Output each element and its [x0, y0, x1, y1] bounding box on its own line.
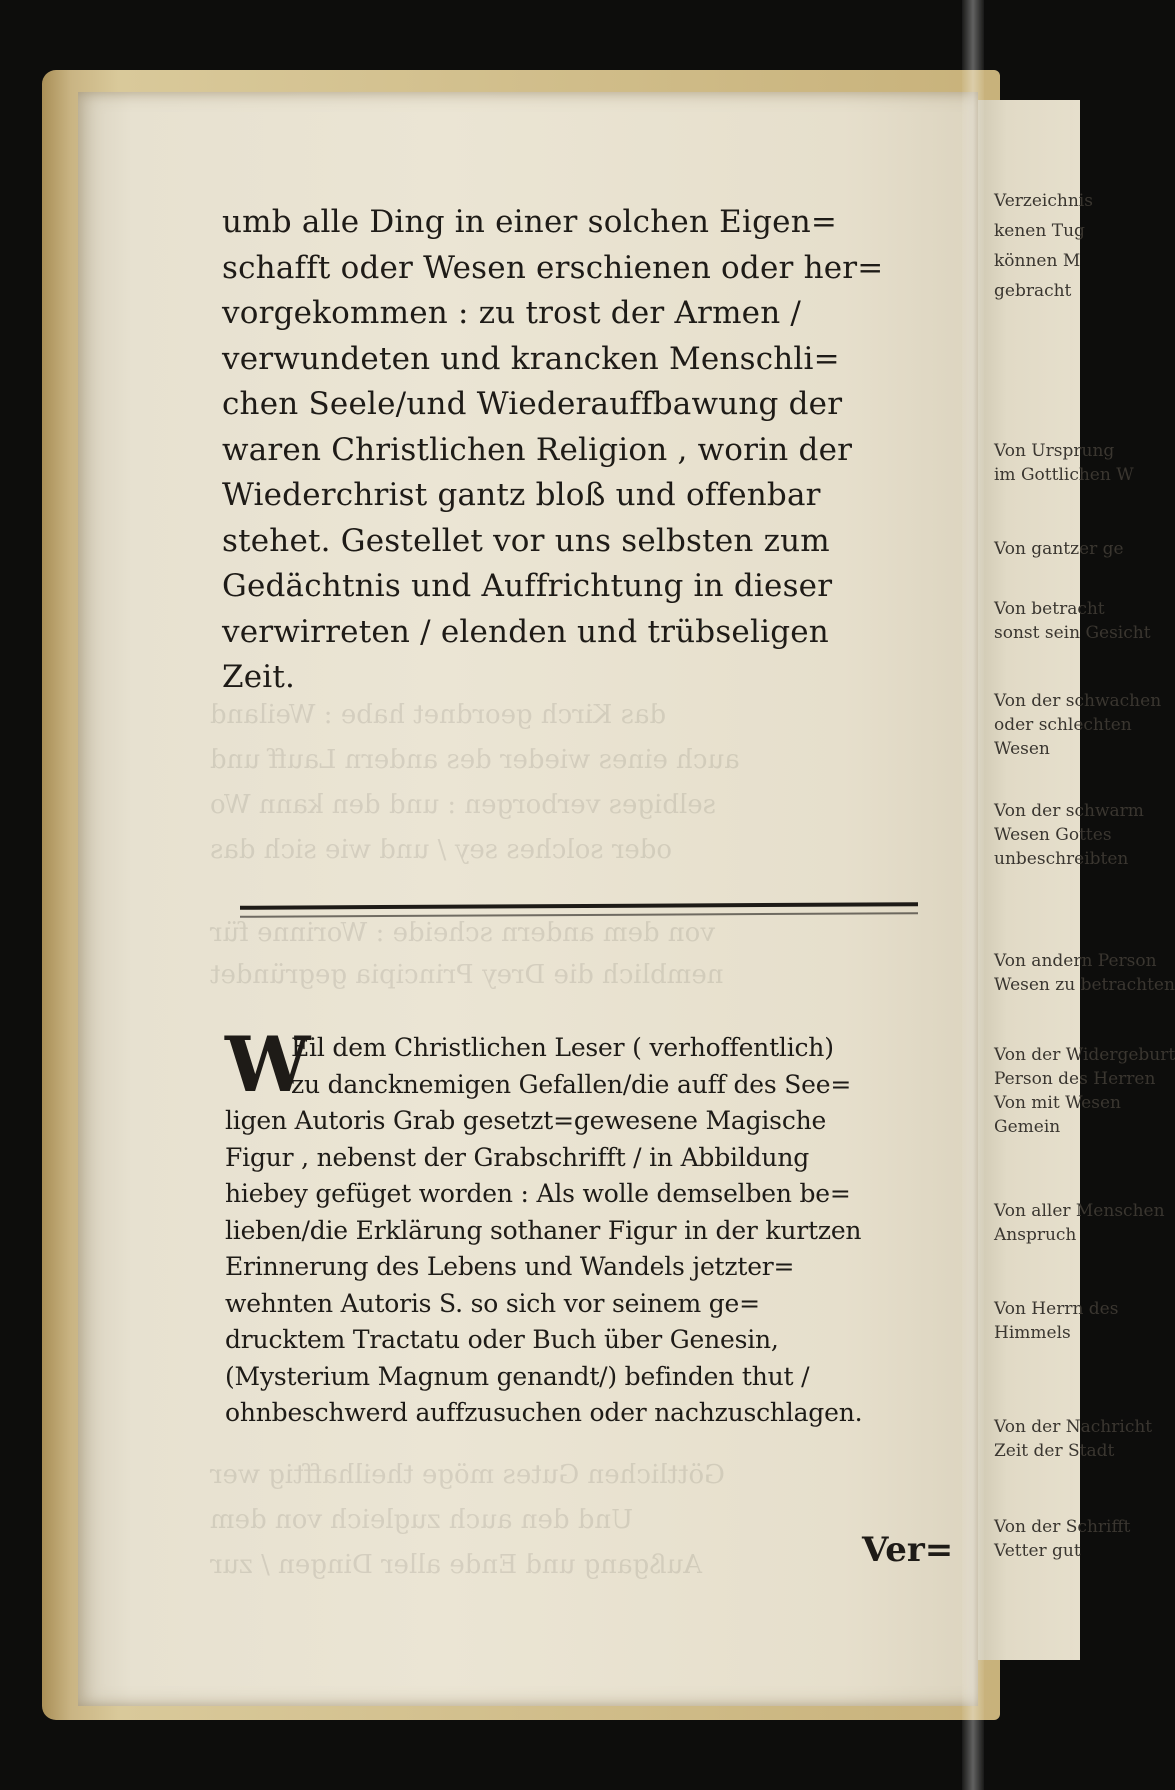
text-line: Figur , nebenst der Grabschrifft / in Abbildung — [225, 1142, 810, 1172]
text-line: Gedächtnis und Auffrichtung in dieser — [222, 568, 833, 604]
bleed-through-line: Außgang und Ende aller Dingen / zur — [210, 1550, 703, 1580]
text-line: ligen Autoris Grab gesetzt=gewesene Magische — [225, 1106, 827, 1135]
facing-page-fragment: Wesen zu betrachten — [994, 975, 1175, 995]
facing-page-fragment: Verzeichnis — [994, 191, 1093, 211]
text-line: ohnbeschwerd auffzusuchen oder nachzuschlagen. — [225, 1398, 863, 1427]
facing-page-fragment: Person des Herren — [994, 1069, 1156, 1089]
facing-page-fragment: im Gottlichen W — [994, 465, 1134, 485]
text-line: zu dancknemigen Gefallen/die auff des See= — [291, 1069, 852, 1099]
bleed-through-line: das Kirch geordnet habe : Weiland — [210, 700, 667, 730]
bleed-through-line: Und den auch zugleich von dem — [210, 1505, 634, 1535]
facing-page-fragment: Wesen Gottes — [994, 825, 1112, 845]
text-line: Eil dem Christlichen Leser ( verhoffentlich) — [291, 1033, 834, 1062]
bleed-through-line: selbiges verborgen : und den kann Wo — [210, 790, 716, 820]
facing-page-fragment: Zeit der Stadt — [994, 1441, 1115, 1461]
facing-page-fragment: Von betracht — [994, 599, 1105, 619]
text-line: schafft oder Wesen erschienen oder her= — [222, 249, 884, 286]
facing-page — [976, 100, 1175, 1660]
facing-page-fragment: Von der Nachricht — [994, 1417, 1153, 1437]
facing-page-fragment: Von aller Menschen — [994, 1201, 1165, 1221]
text-line: verwirreten / elenden und trübseligen — [222, 613, 829, 650]
bleed-through-line: Göttlichen Gutes möge theilhafftig wer — [210, 1460, 725, 1490]
facing-page-fragment: Von mit Wesen — [994, 1093, 1121, 1113]
text-line: chen Seele/und Wiederauffbawung der — [222, 386, 843, 422]
text-line: Zeit. — [222, 659, 296, 695]
facing-page-fragment: Gemein — [994, 1117, 1061, 1137]
facing-page-fragment: Vetter gut — [994, 1541, 1081, 1561]
facing-page-fragment: Von Herrn des — [994, 1299, 1119, 1319]
text-line: Wiederchrist gantz bloß und offenbar — [222, 477, 821, 513]
facing-page-fragment: Von andern Person — [994, 951, 1157, 971]
bleed-through-line: auch eines wieder des andern Lauff und — [210, 745, 740, 775]
text-line: (Mysterium Magnum genandt/) befinden thut / — [225, 1361, 810, 1391]
lower-paragraph — [225, 1020, 863, 1432]
text-line: stehet. Gestellet vor uns selbsten zum — [222, 522, 830, 559]
facing-page-fragment: sonst sein Gesicht — [994, 623, 1151, 643]
text-line: Erinnerung des Lebens und Wandels jetzter= — [225, 1252, 795, 1281]
bleed-through-line: nemblich die Drey Principia gegründet — [210, 960, 724, 990]
facing-page-fragment: Wesen — [994, 739, 1050, 759]
bleed-through-line: von dem andern scheide : Worinne für — [210, 918, 715, 948]
facing-page-fragment: Von der schwachen — [994, 691, 1162, 711]
text-line: vorgekommen : zu trost der Armen / — [222, 295, 802, 331]
catchword: Ver= — [862, 1530, 954, 1570]
glass-plate-edge — [962, 0, 984, 1790]
text-line: umb alle Ding in einer solchen Eigen= — [222, 204, 838, 240]
facing-page-fragment: unbeschreibten — [994, 849, 1129, 869]
text-line: verwundeten und krancken Menschli= — [222, 340, 840, 377]
facing-page-fragment: oder schlechten — [994, 715, 1132, 735]
drop-initial: W — [225, 1020, 311, 1109]
text-line: drucktem Tractatu oder Buch über Genesin, — [225, 1325, 779, 1354]
facing-page-fragment: Von gantzer ge — [994, 539, 1124, 559]
facing-page-fragment: Von der schwarm — [994, 801, 1144, 821]
facing-page-fragment: Anspruch — [994, 1225, 1077, 1245]
facing-page-fragment: Himmels — [994, 1323, 1071, 1343]
text-line: lieben/die Erklärung sothaner Figur in der kurtzen — [225, 1215, 862, 1245]
text-line: wehnten Autoris S. so sich vor seinem ge= — [225, 1288, 760, 1318]
facing-page-fragment: gebracht — [994, 281, 1072, 301]
upper-paragraph — [222, 200, 883, 701]
facing-page-fragment: Von Ursprung — [994, 441, 1115, 461]
facing-page-fragment: können M — [994, 251, 1081, 271]
text-line: waren Christlichen Religion , worin der — [222, 431, 853, 468]
text-line: hiebey gefüget worden : Als wolle demselben be= — [225, 1179, 851, 1208]
bleed-through-line: oder solches sey / und wie sich das — [210, 835, 673, 865]
facing-page-fragment: Von der Widergeburt — [994, 1045, 1175, 1065]
facing-page-fragment: kenen Tug — [994, 221, 1085, 241]
facing-page-fragment: Von der Schrifft — [994, 1517, 1131, 1537]
